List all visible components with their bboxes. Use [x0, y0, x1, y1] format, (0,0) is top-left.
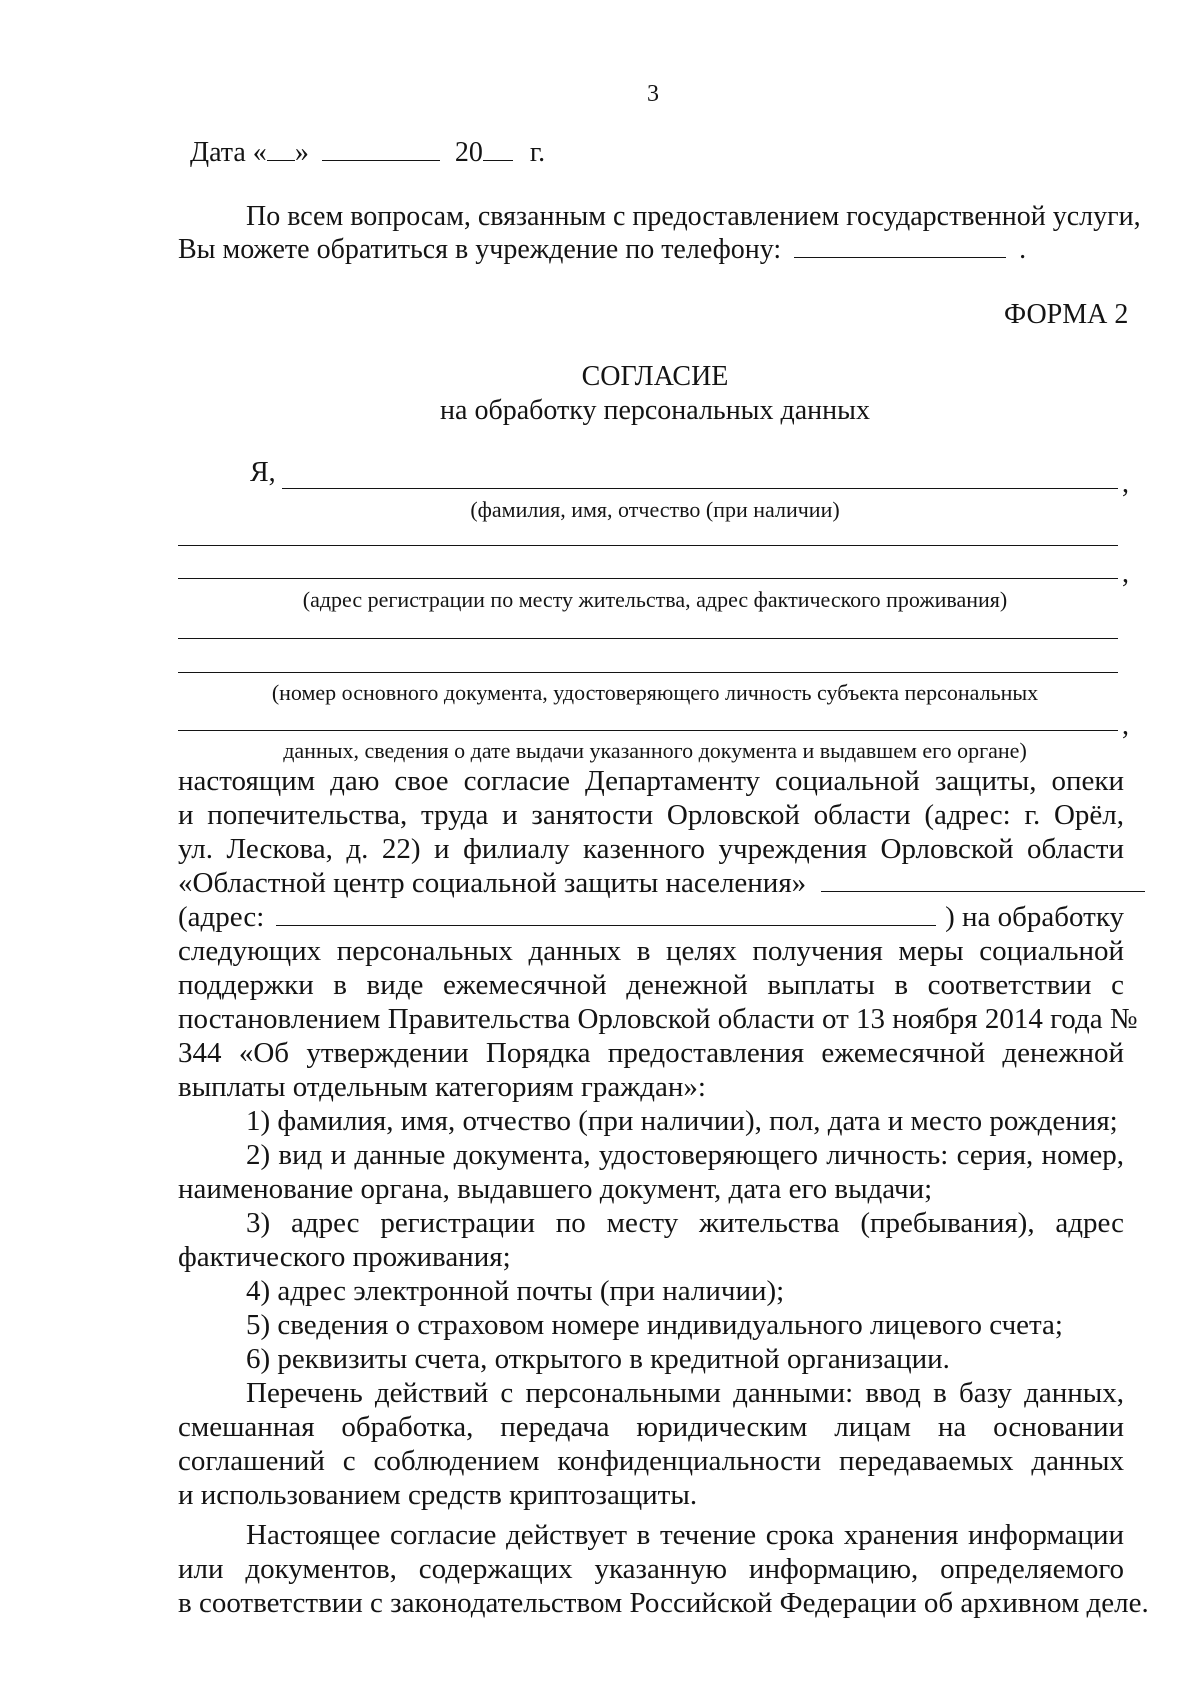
validity-line-2: или документов, содержащих указанную информацию, определяемого [178, 1553, 1124, 1585]
address-caption: (адрес регистрации по месту жительства, адрес фактического проживания) [302, 587, 1008, 612]
address-comma: , [1122, 558, 1129, 589]
contact-line-2 [178, 233, 1026, 266]
list-item-4: 4) адрес электронной почты (при наличии); [246, 1275, 785, 1307]
consent-line-5 [178, 900, 1124, 934]
document-field-2 [178, 672, 1118, 673]
year-prefix: 20 [454, 137, 483, 168]
address-end: ) на обработку [945, 901, 1124, 933]
actions-line-3: соглашений с соблюдением конфиденциальности передаваемых данных [178, 1445, 1124, 1477]
document-comma: , [1122, 710, 1129, 741]
list-item-3: 3) адрес регистрации по месту жительства (пребывания), адрес [246, 1207, 1124, 1239]
date-line [190, 136, 545, 169]
address-field-2 [178, 578, 1118, 579]
consent-line-2: и попечительства, труда и занятости Орловской области (адрес: г. Орёл, [178, 799, 1124, 831]
form-label: ФОРМА 2 [1004, 299, 1129, 330]
actions-line-2: смешанная обработка, передача юридическим лицам на основании [178, 1411, 1124, 1443]
address-label: (адрес: [178, 901, 265, 933]
year-blank [483, 159, 513, 161]
list-item-2-cont: наименование органа, выдавшего документ, дата его выдачи; [178, 1173, 933, 1205]
contact-line-1: По всем вопросам, связанным с предоставлением государственной услуги, [246, 201, 1141, 232]
list-item-2: 2) вид и данные документа, удостоверяющего личность: серия, номер, [246, 1139, 1124, 1171]
document-caption-2: данных, сведения о дате выдачи указанного документа и выдавшем его органе) [283, 738, 1027, 763]
phone-blank [794, 256, 1006, 258]
list-item-1: 1) фамилия, имя, отчество (при наличии), пол, дата и место рождения; [246, 1105, 1118, 1137]
page-number: 3 [647, 81, 659, 107]
center-branch-blank [821, 890, 1145, 892]
consent-line-9: 344 «Об утверждении Порядка предоставления ежемесячной денежной [178, 1037, 1124, 1069]
consent-line-6: следующих персональных данных в целях получения меры социальной [178, 935, 1124, 967]
consent-subtitle: на обработку персональных данных [440, 395, 870, 426]
center-address-blank [276, 924, 936, 926]
center-name: «Областной центр социальной защиты населения» [178, 867, 807, 899]
document-field-1 [178, 638, 1118, 639]
consent-line-4 [178, 866, 1145, 900]
fio-caption: (фамилия, имя, отчество (при наличии) [470, 497, 840, 522]
ya-label: Я, [250, 457, 276, 488]
day-blank [267, 159, 295, 161]
validity-line-3: в соответствии с законодательством Российской Федерации об архивном деле. [178, 1587, 1149, 1619]
fio-comma: , [1122, 468, 1129, 499]
consent-line-1: настоящим даю свое согласие Департаменту социальной защиты, опеки [178, 765, 1124, 797]
year-suffix: г. [529, 137, 546, 168]
consent-line-7: поддержки в виде ежемесячной денежной выплаты в соответствии с [178, 969, 1124, 1001]
date-close-quote: » [294, 137, 309, 168]
consent-line-8: постановлением Правительства Орловской области от 13 ноября 2014 года № [178, 1003, 1138, 1035]
month-blank [322, 159, 440, 161]
date-label: Дата « [190, 137, 267, 168]
consent-line-10: выплаты отдельным категориям граждан»: [178, 1071, 706, 1103]
validity-line-1: Настоящее согласие действует в течение срока хранения информации [246, 1519, 1124, 1551]
actions-line-4: и использованием средств криптозащиты. [178, 1479, 698, 1511]
list-item-5: 5) сведения о страховом номере индивидуального лицевого счета; [246, 1309, 1063, 1341]
actions-line-1: Перечень действий с персональными данными: ввод в базу данных, [246, 1377, 1124, 1409]
document-caption-1: (номер основного документа, удостоверяющего личность субъекта персональных [271, 680, 1039, 705]
consent-line-3: ул. Лескова, д. 22) и филиалу казенного учреждения Орловской области [178, 833, 1124, 865]
contact-text: Вы можете обратиться в учреждение по телефону: [178, 234, 782, 265]
consent-title: СОГЛАСИЕ [581, 361, 729, 392]
document-field-3 [178, 730, 1118, 731]
list-item-6: 6) реквизиты счета, открытого в кредитной организации. [246, 1343, 950, 1375]
fio-field [282, 488, 1118, 489]
list-item-3-cont: фактического проживания; [178, 1241, 511, 1273]
contact-end: . [1019, 234, 1027, 265]
address-field-1 [178, 545, 1118, 546]
